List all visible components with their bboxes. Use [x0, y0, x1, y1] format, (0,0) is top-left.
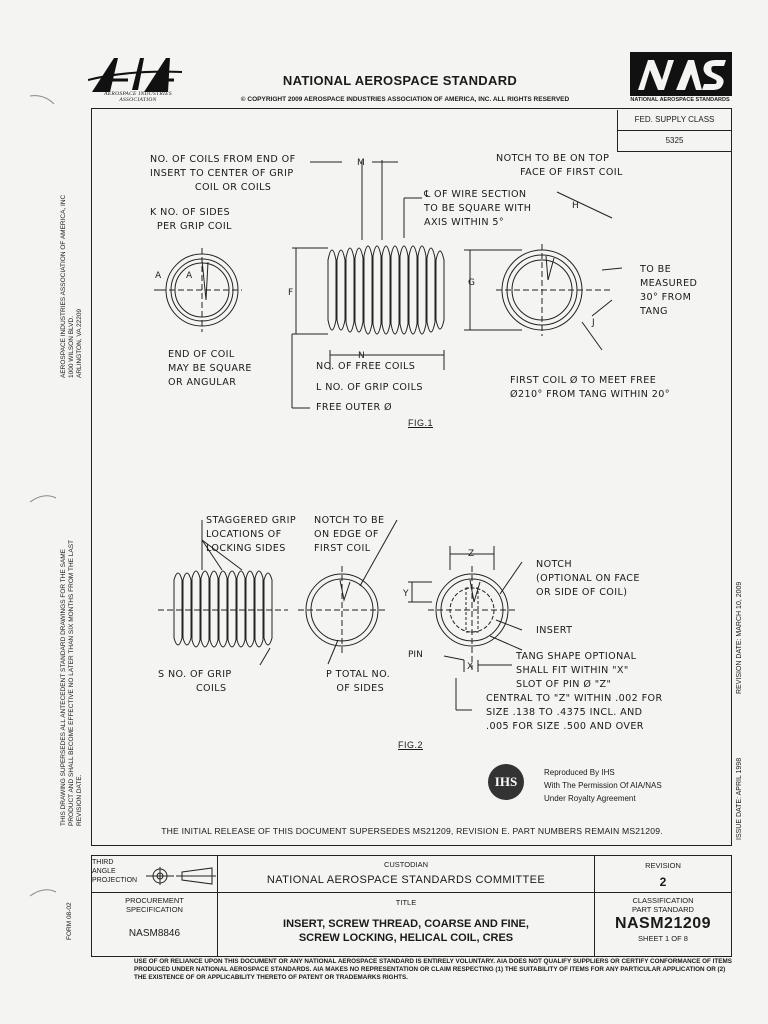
supply-class-label: FED. SUPPLY CLASS	[618, 110, 731, 131]
sheet-number: SHEET 1 OF 8	[638, 934, 688, 943]
punch-mark	[28, 92, 58, 112]
revision-value: 2	[659, 875, 667, 889]
margin-supersedes-note: THIS DRAWING SUPERSEDES ALL ANTECEDENT STANDARD DRAWINGS FOR THE SAME PRODUCT AND SHALL BECOME EFFECTIVE NO LATER THAN SIX MONTHS FROM THE LAST REVISION DATE.	[60, 539, 83, 826]
note-notch-edge: NOTCH TO BE ON EDGE OF FIRST COIL	[314, 515, 385, 554]
dim-m: M	[357, 158, 365, 168]
title-label: TITLE	[395, 898, 417, 907]
note-measured-30: TO BE MEASURED 30° FROM TANG	[640, 264, 698, 317]
title-block	[91, 855, 732, 957]
procurement-label: PROCUREMENT SPECIFICATION	[125, 896, 184, 914]
projection-symbol	[142, 866, 216, 886]
note-free-outer: FREE OUTER Ø	[316, 402, 392, 413]
document-title: INSERT, SCREW THREAD, COARSE AND FINE, SCREW LOCKING, HELICAL COIL, CRES	[283, 918, 529, 944]
margin-form-number: FORM 08-02	[66, 902, 73, 940]
procurement-spec: NASM8846	[128, 928, 181, 939]
copyright-notice: © COPYRIGHT 2009 AEROSPACE INDUSTRIES ASSOCIATION OF AMERICA, INC. ALL RIGHTS RESERVED	[240, 96, 570, 103]
dim-a-right: A	[186, 271, 193, 281]
note-free-coils: NO. OF FREE COILS	[316, 361, 416, 372]
note-wire-section: ℄ OF WIRE SECTION TO BE SQUARE WITH AXIS WITHIN 5°	[424, 189, 532, 228]
punch-mark	[28, 884, 58, 904]
note-staggered-grip: STAGGERED GRIP LOCATIONS OF LOCKING SIDES	[206, 515, 297, 554]
note-central-to-z: CENTRAL TO "Z" WITHIN .002 FOR SIZE .138 TO .4375 INCL. AND .005 FOR SIZE .500 AND OVER	[486, 693, 663, 732]
note-tang-shape: TANG SHAPE OPTIONAL SHALL FIT WITHIN "X" SLOT OF PIN Ø "Z"	[516, 651, 637, 690]
punch-mark	[28, 490, 58, 510]
note-insert: INSERT	[536, 625, 573, 636]
custodian-label: CUSTODIAN	[383, 860, 429, 869]
nas-subtitle: NATIONAL AEROSPACE STANDARDS	[630, 97, 730, 103]
dim-f: F	[288, 288, 294, 298]
note-k-sides: K NO. OF SIDES PER GRIP COIL	[150, 207, 232, 232]
dim-n: N	[358, 351, 365, 361]
note-notch-optional: NOTCH (OPTIONAL ON FACE OR SIDE OF COIL)	[536, 559, 640, 598]
dim-y: Y	[403, 589, 409, 599]
note-end-of-coil: END OF COIL MAY BE SQUARE OR ANGULAR	[168, 349, 252, 388]
part-number: NASM21209	[614, 915, 712, 932]
classification-label: CLASSIFICATION PART STANDARD	[632, 896, 694, 914]
margin-revision-date: REVISION DATE: MARCH 10, 2009	[736, 581, 743, 694]
margin-address: AEROSPACE INDUSTRIES ASSOCIATION OF AMERICA, INC 1000 WILSON BLVD. ARLINGTON, VA 22209	[60, 194, 83, 378]
note-coils-from-end: NO. OF COILS FROM END OF INSERT TO CENTER OF GRIP COIL OR COILS	[150, 154, 296, 193]
note-grip-coils: L NO. OF GRIP COILS	[316, 382, 423, 393]
note-notch-top: NOTCH TO BE ON TOP FACE OF FIRST COIL	[496, 153, 623, 178]
dim-a-left: A	[155, 271, 162, 281]
fig1-label: FIG.1	[408, 418, 434, 428]
custodian-name: NATIONAL AEROSPACE STANDARDS COMMITTEE	[266, 874, 546, 886]
document-heading: NATIONAL AEROSPACE STANDARD	[282, 73, 518, 88]
initial-release-note: THE INITIAL RELEASE OF THIS DOCUMENT SUPERSEDES MS21209, REVISION E. PART NUMBERS REMAIN MS21209.	[161, 826, 663, 836]
note-p-total-sides: P TOTAL NO. OF SIDES	[326, 669, 391, 694]
margin-issue-date: ISSUE DATE: APRIL 1998	[736, 757, 743, 840]
ihs-logo: IHS	[488, 764, 524, 800]
dim-g: G	[468, 278, 475, 288]
dim-j: J	[592, 318, 595, 328]
fig2-label: FIG.2	[398, 740, 424, 750]
aia-subtitle: AEROSPACE INDUSTRIES ASSOCIATION	[104, 91, 172, 103]
dim-pin: PIN	[408, 650, 423, 660]
note-first-coil: FIRST COIL Ø TO MEET FREE Ø210° FROM TANG WITHIN 20°	[510, 375, 670, 400]
dim-h: H	[572, 201, 579, 211]
note-s-grip-coils: S NO. OF GRIP COILS	[158, 669, 232, 694]
projection-label: THIRD ANGLE PROJECTION	[92, 859, 138, 884]
supply-class-value: 5325	[665, 136, 684, 145]
dim-x: X	[467, 662, 474, 672]
disclaimer-text: USE OF OR RELIANCE UPON THIS DOCUMENT OR ANY NATIONAL AEROSPACE STANDARD IS ENTIRELY VOLUNTARY. AIA DOES NOT QUALIFY SUPPLIERS OR CERTIFY CONFORMANCE OF ITEMS PRODUCED UNDER NATIONAL AEROSPACE STANDARDS. AIA MAKES NO REPRESENTATION OR CLAIM RESPECTING (1) THE SUITABILITY OF ITEMS FOR ANY PARTICULAR APPLICATION OR (2) THE EXISTENCE OF OR APPLICABILITY THERETO OF PATENT OR TRADEMARKS RIGHTS.	[134, 958, 732, 981]
supply-class-box	[617, 110, 731, 152]
revision-label: REVISION	[645, 861, 681, 870]
dim-z: Z	[468, 549, 475, 559]
ihs-reproduced-notice: Reproduced By IHS With The Permission Of AIA/NAS Under Royalty Agreement	[544, 768, 662, 803]
nas-logo	[630, 52, 732, 96]
